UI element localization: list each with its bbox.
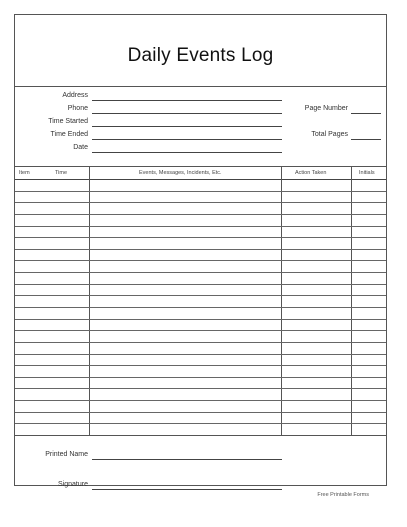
table-row[interactable]	[15, 284, 386, 285]
table-row[interactable]	[15, 400, 386, 401]
signature-field[interactable]	[92, 489, 282, 490]
header-action: Action Taken	[295, 170, 327, 176]
header-time: Time	[55, 170, 68, 176]
total-pages-label: Total Pages	[311, 131, 348, 138]
address-field[interactable]	[92, 100, 282, 101]
table-row[interactable]	[15, 412, 386, 413]
events-table	[15, 167, 386, 435]
column-divider	[281, 167, 282, 435]
table-row[interactable]	[15, 272, 386, 273]
column-divider	[89, 167, 90, 435]
table-row[interactable]	[15, 260, 386, 261]
header-events: Events, Messages, Incidents, Etc.	[139, 170, 222, 176]
table-row[interactable]	[15, 330, 386, 331]
time-started-field[interactable]	[92, 126, 282, 127]
table-row[interactable]	[15, 319, 386, 320]
time-ended-label: Time Ended	[50, 131, 88, 138]
table-row[interactable]	[15, 377, 386, 378]
date-field[interactable]	[92, 152, 282, 153]
printed-name-label: Printed Name	[45, 451, 88, 458]
address-label: Address	[62, 92, 88, 99]
table-row[interactable]	[15, 214, 386, 215]
title-section	[15, 15, 386, 87]
time-started-label: Time Started	[48, 118, 88, 125]
table-row[interactable]	[15, 295, 386, 296]
date-label: Date	[73, 144, 88, 151]
table-row[interactable]	[15, 388, 386, 389]
info-section	[15, 87, 386, 167]
table-row[interactable]	[15, 249, 386, 250]
page-number-label: Page Number	[304, 105, 348, 112]
page-number-field[interactable]	[351, 113, 381, 114]
header-underline	[15, 179, 386, 180]
signature-label: Signature	[58, 481, 88, 488]
table-row[interactable]	[15, 365, 386, 366]
table-row[interactable]	[15, 307, 386, 308]
table-row[interactable]	[15, 342, 386, 343]
header-initials: Initials	[359, 170, 375, 176]
total-pages-field[interactable]	[351, 139, 381, 140]
table-row[interactable]	[15, 237, 386, 238]
form-frame	[14, 14, 387, 486]
signature-section	[15, 435, 386, 488]
phone-field[interactable]	[92, 113, 282, 114]
table-row[interactable]	[15, 202, 386, 203]
table-row[interactable]	[15, 423, 386, 424]
table-row[interactable]	[15, 226, 386, 227]
phone-label: Phone	[67, 105, 88, 112]
printed-name-field[interactable]	[92, 459, 282, 460]
header-item: Item	[19, 170, 30, 176]
table-row[interactable]	[15, 191, 386, 192]
footer-credit: Free Printable Forms	[317, 492, 369, 498]
column-divider	[351, 167, 352, 435]
time-ended-field[interactable]	[92, 139, 282, 140]
table-row[interactable]	[15, 354, 386, 355]
page-title: Daily Events Log	[127, 45, 274, 66]
